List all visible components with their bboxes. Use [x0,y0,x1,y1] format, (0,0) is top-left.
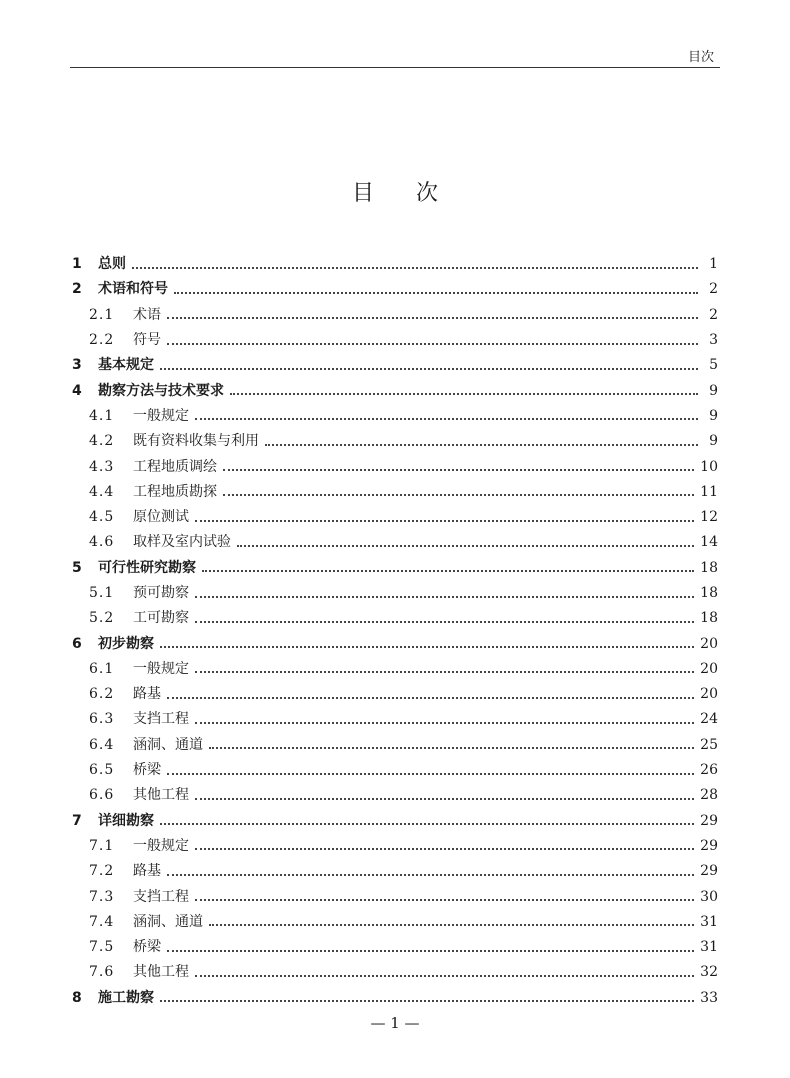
toc-entry-page: 10 [700,458,718,475]
toc-entry-number: 7.6 [89,964,115,981]
toc-chapter-entry[interactable] [72,378,718,403]
toc-entry-number: 4.1 [89,407,115,424]
toc-section-entry[interactable] [72,758,718,783]
toc-entry-page: 31 [700,939,718,956]
toc-section-entry[interactable] [72,935,718,960]
toc-entry-page: 25 [700,736,718,753]
toc-entry-page: 18 [700,559,718,576]
toc-entry-page: 1 [709,256,718,273]
toc-entry-page: 28 [700,787,718,804]
toc-chapter-entry[interactable] [72,556,718,581]
toc-entry-page: 9 [709,382,718,399]
toc-section-entry[interactable] [72,733,718,758]
toc-dot-leader [195,596,694,598]
toc-entry-title: 桥梁 [133,939,161,956]
toc-dot-leader [195,671,694,673]
toc-entry-number: 8 [72,989,82,1006]
toc-section-entry[interactable] [72,707,718,732]
toc-entry-number: 7.1 [89,837,115,854]
toc-entry-title: 路基 [133,686,161,703]
toc-entry-page: 24 [700,711,718,728]
toc-dot-leader [265,444,698,446]
toc-entry-title: 路基 [133,863,161,880]
toc-entry-number: 4.3 [89,458,115,475]
toc-section-entry[interactable] [72,859,718,884]
toc-entry-title: 工可勘察 [133,610,189,627]
toc-entry-title: 桥梁 [133,762,161,779]
toc-entry-title: 详细勘察 [98,812,154,829]
toc-dot-leader [160,646,694,648]
toc-chapter-entry[interactable] [72,353,718,378]
toc-entry-number: 4.4 [89,483,115,500]
toc-entry-number: 5 [72,559,82,576]
toc-entry-number: 7.5 [89,939,115,956]
toc-dot-leader [195,722,694,724]
toc-chapter-entry[interactable] [72,631,718,656]
toc-entry-number: 6.2 [89,686,115,703]
toc-entry-number: 7.3 [89,888,115,905]
toc-entry-page: 5 [709,357,718,374]
toc-section-entry[interactable] [72,328,718,353]
toc-dot-leader [195,798,694,800]
page-number: — 1 — [370,1014,420,1032]
toc-entry-title: 其他工程 [133,787,189,804]
toc-chapter-entry[interactable] [72,252,718,277]
header-divider [70,67,720,68]
toc-dot-leader [209,924,694,926]
toc-section-entry[interactable] [72,834,718,859]
toc-dot-leader [195,975,694,977]
toc-dot-leader [174,292,698,294]
toc-section-entry[interactable] [72,657,718,682]
toc-section-entry[interactable] [72,505,718,530]
toc-entry-number: 1 [72,256,82,273]
toc-entry-number: 6.6 [89,787,115,804]
toc-entry-number: 6.5 [89,762,115,779]
toc-entry-number: 6.4 [89,736,115,753]
toc-dot-leader [195,621,694,623]
toc-entry-title: 术语 [133,306,161,323]
toc-section-entry[interactable] [72,581,718,606]
toc-entry-page: 11 [700,483,718,500]
toc-entry-page: 14 [700,534,718,551]
toc-entry-number: 6.1 [89,660,115,677]
toc-entry-page: 29 [700,837,718,854]
toc-section-entry[interactable] [72,404,718,429]
toc-entry-number: 2 [72,281,82,298]
toc-entry-number: 4 [72,382,82,399]
toc-section-entry[interactable] [72,454,718,479]
toc-entry-title: 一般规定 [133,660,189,677]
toc-entry-title: 初步勘察 [98,635,154,652]
toc-entry-title: 基本规定 [98,357,154,374]
toc-dot-leader [167,697,694,699]
toc-entry-number: 6 [72,635,82,652]
toc-dot-leader [223,494,694,496]
toc-entry-page: 2 [709,306,718,323]
toc-entry-page: 20 [700,686,718,703]
toc-dot-leader [167,773,694,775]
toc-entry-title: 其他工程 [133,964,189,981]
toc-section-entry[interactable] [72,682,718,707]
toc-entry-page: 33 [700,989,718,1006]
toc-entry-number: 3 [72,357,82,374]
toc-dot-leader [195,418,698,420]
toc-entry-title: 总则 [98,256,126,273]
toc-entry-number: 5.1 [89,585,115,601]
toc-entry-number: 4.6 [89,534,115,551]
toc-chapter-entry[interactable] [72,986,718,1011]
toc-entry-number: 2.1 [89,306,115,323]
toc-entry-page: 20 [700,635,718,652]
toc-entry-page: 20 [700,660,718,677]
toc-dot-leader [167,950,694,952]
toc-entry-page: 29 [700,812,718,829]
toc-entry-page: 18 [700,610,718,627]
toc-dot-leader [202,570,694,572]
table-of-contents [72,252,718,1011]
toc-dot-leader [195,520,694,522]
toc-entry-title: 涵洞、通道 [133,913,203,930]
toc-entry-page: 30 [700,888,718,905]
toc-entry-number: 4.5 [89,509,115,526]
toc-entry-page: 18 [700,585,718,601]
toc-entry-number: 7.4 [89,913,115,930]
toc-dot-leader [237,545,694,547]
toc-dot-leader [167,317,698,319]
toc-entry-number: 4.2 [89,433,115,450]
page-title: 目次 [351,181,480,206]
toc-dot-leader [132,267,698,269]
toc-section-entry[interactable] [72,530,718,555]
toc-section-entry[interactable] [72,303,718,328]
toc-entry-page: 31 [700,913,718,930]
toc-entry-page: 32 [700,964,718,981]
toc-dot-leader [230,393,698,395]
toc-section-entry[interactable] [72,884,718,909]
toc-entry-title: 可行性研究勘察 [98,559,196,576]
toc-dot-leader [160,368,698,370]
toc-entry-title: 原位测试 [133,509,189,526]
toc-section-entry[interactable] [72,429,718,454]
toc-section-entry[interactable] [72,960,718,985]
toc-entry-page: 12 [700,509,718,526]
toc-entry-title: 一般规定 [133,837,189,854]
toc-entry-title: 符号 [133,332,161,349]
toc-section-entry[interactable] [72,480,718,505]
toc-section-entry[interactable] [72,910,718,935]
toc-section-entry[interactable] [72,606,718,631]
toc-entry-title: 勘察方法与技术要求 [98,382,224,399]
toc-entry-title: 术语和符号 [98,281,168,298]
toc-entry-page: 9 [709,433,718,450]
toc-entry-page: 9 [709,407,718,424]
toc-entry-title: 支挡工程 [133,888,189,905]
toc-dot-leader [223,469,694,471]
toc-section-entry[interactable] [72,783,718,808]
toc-entry-title: 施工勘察 [98,989,154,1006]
toc-entry-title: 工程地质调绘 [133,458,217,475]
toc-entry-number: 7 [72,812,82,829]
toc-entry-title: 涵洞、通道 [133,736,203,753]
toc-entry-page: 3 [709,332,718,349]
toc-entry-page: 29 [700,863,718,880]
toc-entry-number: 5.2 [89,610,115,627]
toc-entry-title: 支挡工程 [133,711,189,728]
toc-entry-title: 预可勘察 [133,585,189,601]
toc-dot-leader [167,874,694,876]
toc-dot-leader [195,848,694,850]
toc-entry-page: 26 [700,762,718,779]
running-header: 目次 [687,50,714,65]
toc-chapter-entry[interactable] [72,809,718,834]
toc-dot-leader [160,823,694,825]
toc-entry-title: 工程地质勘探 [133,483,217,500]
toc-dot-leader [209,747,694,749]
toc-dot-leader [167,343,698,345]
toc-entry-number: 2.2 [89,332,115,349]
toc-entry-title: 既有资料收集与利用 [133,433,259,450]
toc-entry-number: 7.2 [89,863,115,880]
toc-dot-leader [160,1000,694,1002]
toc-entry-title: 一般规定 [133,407,189,424]
toc-entry-title: 取样及室内试验 [133,534,231,551]
toc-entry-page: 2 [709,281,718,298]
toc-chapter-entry[interactable] [72,277,718,302]
toc-dot-leader [195,899,694,901]
toc-entry-number: 6.3 [89,711,115,728]
